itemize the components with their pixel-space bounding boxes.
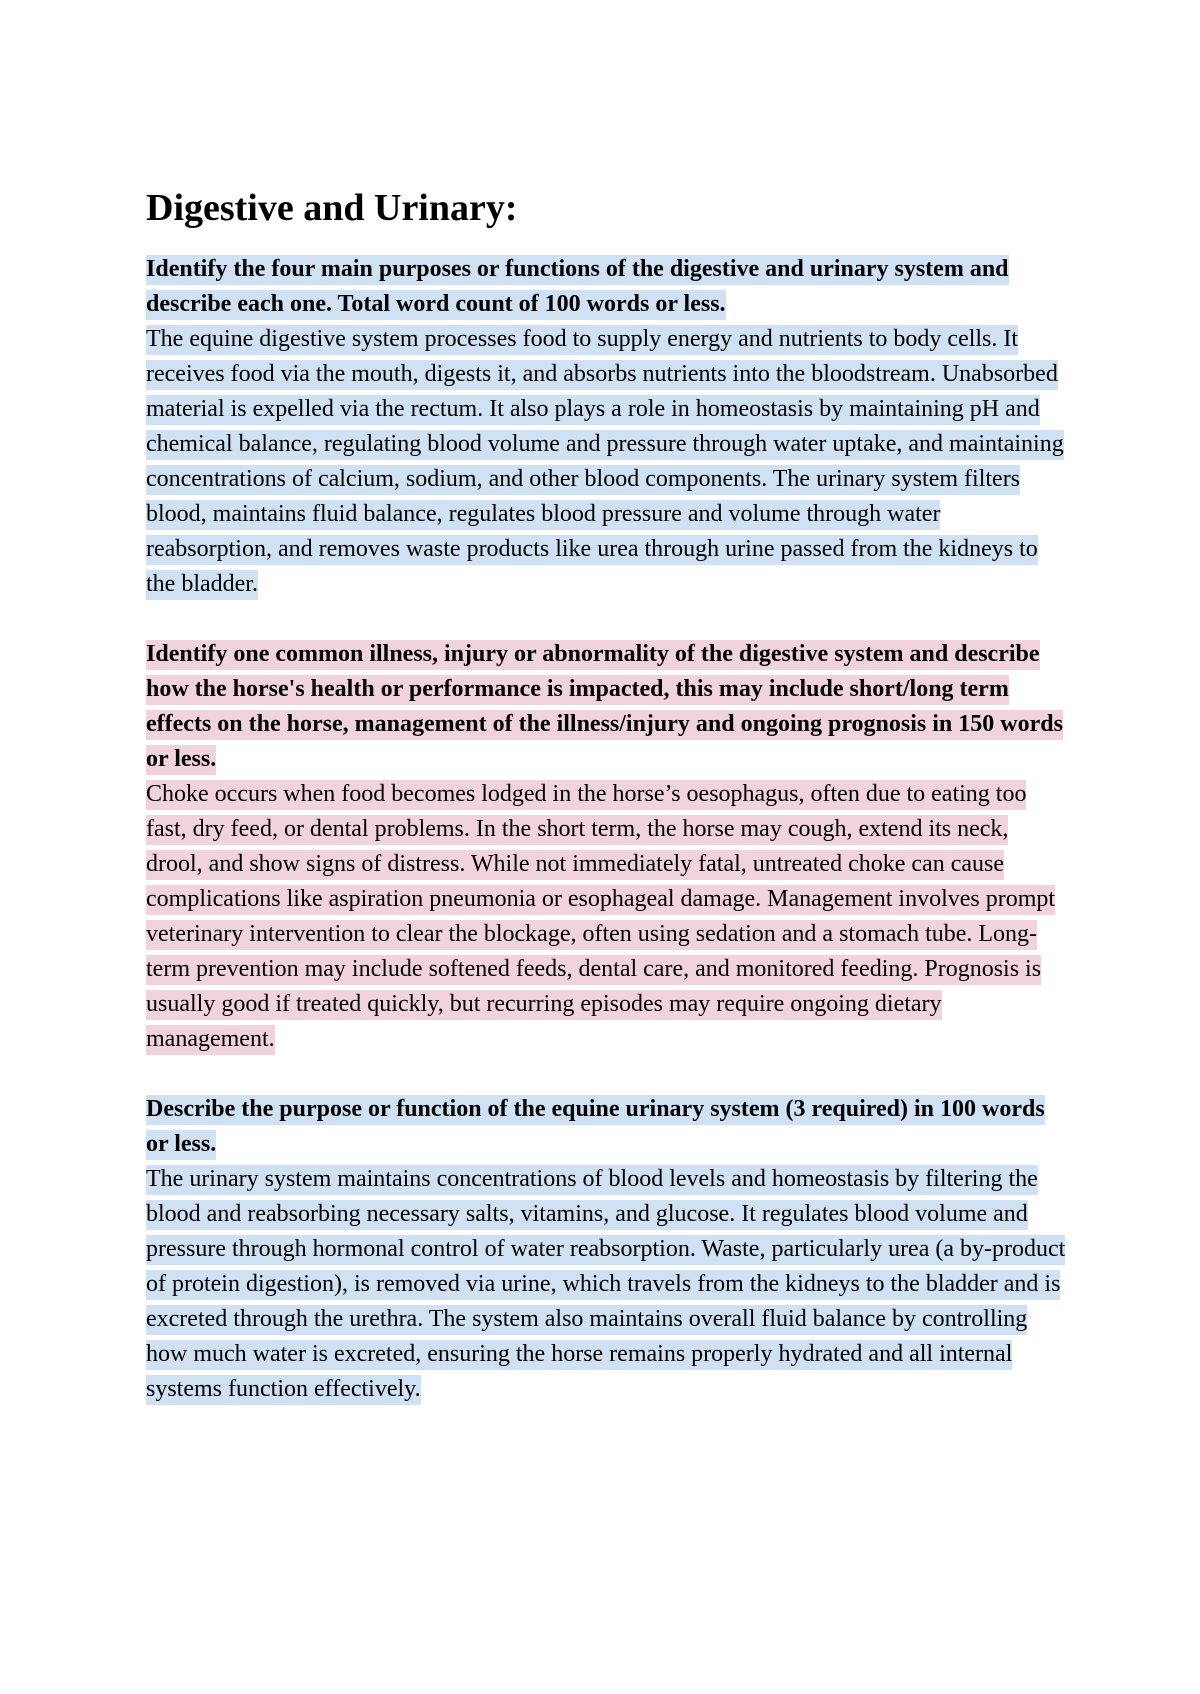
answer-highlight: The equine digestive system processes food to supply energy and nutrients to body cells. It receives food via the mouth, digests it, and absorbs nutrients into the bloodstream. Unabsorbed material is expelled via the rectum. It also plays a role in homeostasis by maintaining pH and chemical balance, regulating blood volume and pressure through water uptake, and maintaining concentrations of calcium, sodium, and other blood components. The urinary system filters blood, maintains fluid balance, regulates blood pressure and volume through water reabsorption, and removes waste products like urea through urine passed from the kidneys to the bladder. bbox=[146, 325, 1064, 600]
answer-highlight: The urinary system maintains concentrations of blood levels and homeostasis by filtering the blood and reabsorbing necessary salts, vitamins, and glucose. It regulates blood volume and pressure through hormonal control of water reabsorption. Waste, particularly urea (a by-product of protein digestion), is removed via urine, which travels from the kidneys to the bladder and is excreted through the urethra. The system also maintains overall fluid balance by controlling how much water is excreted, ensuring the horse remains properly hydrated and all internal systems function effectively. bbox=[146, 1165, 1065, 1405]
question-text bbox=[146, 637, 1066, 777]
document-page bbox=[146, 186, 1066, 1442]
answer-text bbox=[146, 322, 1066, 602]
answer-text bbox=[146, 777, 1066, 1057]
section-urinary-functions bbox=[146, 1092, 1066, 1407]
answer-highlight: Choke occurs when food becomes lodged in the horse’s oesophagus, often due to eating too fast, dry feed, or dental problems. In the short term, the horse may cough, extend its neck, drool, and show signs of distress. While not immediately fatal, untreated choke can cause complications like aspiration pneumonia or esophageal damage. Management involves prompt veterinary intervention to clear the blockage, often using sedation and a stomach tube. Long-term prevention may include softened feeds, dental care, and monitored feeding. Prognosis is usually good if treated quickly, but recurring episodes may require ongoing dietary management. bbox=[146, 780, 1055, 1055]
section-digestive-illness bbox=[146, 637, 1066, 1057]
document-title: Digestive and Urinary: bbox=[146, 187, 518, 229]
question-highlight: Identify the four main purposes or functions of the digestive and urinary system and describe each one. Total word count of 100 words or less. bbox=[146, 255, 1009, 320]
question-text bbox=[146, 1092, 1066, 1162]
question-text bbox=[146, 252, 1066, 322]
question-highlight: Describe the purpose or function of the equine urinary system (3 required) in 100 words or less. bbox=[146, 1095, 1045, 1160]
section-digestive-urinary-functions bbox=[146, 252, 1066, 602]
question-highlight: Identify one common illness, injury or abnormality of the digestive system and describe how the horse's health or performance is impacted, this may include short/long term effects on the horse, management of the illness/injury and ongoing prognosis in 150 words or less. bbox=[146, 640, 1063, 775]
answer-text bbox=[146, 1162, 1066, 1407]
